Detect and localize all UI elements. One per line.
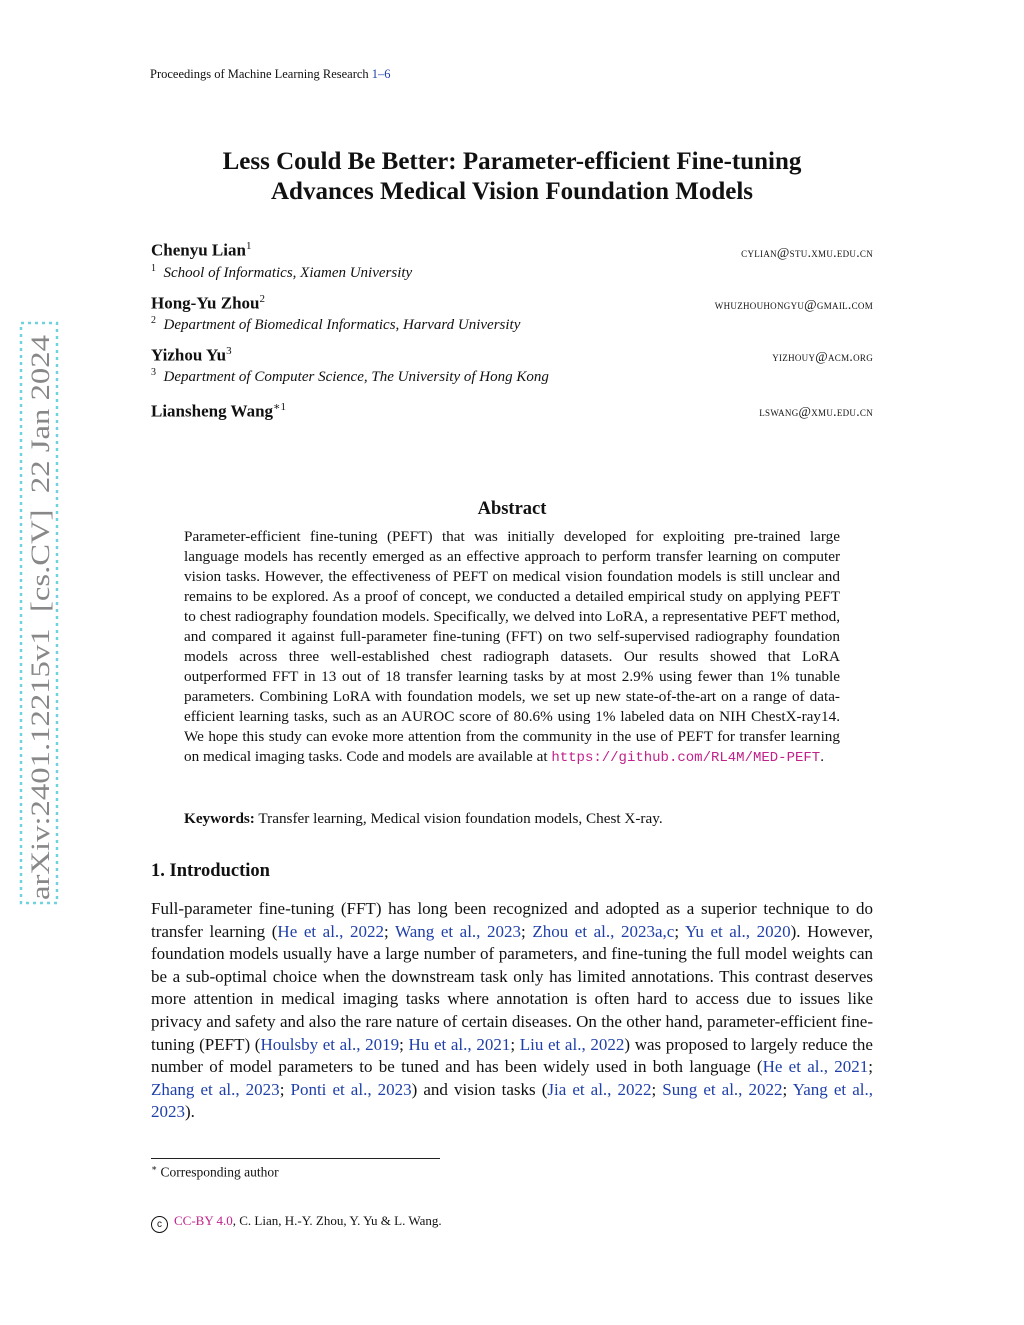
running-header (150, 67, 391, 82)
keywords-label: Keywords: (184, 810, 255, 827)
paper-title (100, 147, 924, 207)
author-name-1: Chenyu Lian$^1$ (151, 240, 252, 260)
citation-link[interactable]: Yu et al., 2020 (684, 921, 791, 941)
title-line-2: Advances Medical Vision Foundation Models (271, 178, 753, 205)
section-heading-introduction: 1. Introduction (151, 861, 270, 881)
author-email-2[interactable]: whuzhouhongyu@gmail.com (714, 297, 873, 312)
citation-link[interactable]: Liu et al., 2022 (519, 1034, 625, 1054)
arxiv-stamp[interactable] (18, 320, 60, 906)
abstract-text: Parameter-efficient fine-tuning (PEFT) that was initially developed for exploiting pre-trained large language models has recently emerged as an effective approach to perform transfer learning on computer vision tasks. However, the effectiveness of PEFT on medical vision foundation models is still unclear and remains to be explored. As a proof of concept, we conducted a detailed empirical study on applying PEFT to chest radiography foundation models. Specifically, we delved into LoRA, a representative PEFT method, and compared it against full-parameter fine-tuning (FFT) on two self-supervised radiography foundation models across three well-established chest radiograph datasets. Our results showed that LoRA outperformed FFT in 13 out of 18 transfer learning tasks by at most 2.9% using fewer than 1% tunable parameters. Combining LoRA with foundation models, we set up new state-of-the-art on a range of data-efficient learning tasks, such as an AUROC score of 80.6% using 1% labeled data on NIH ChestX-ray14. We hope this study can evoke more attention from the community in the use of PEFT for transfer learning on medical imaging tasks. Code and models are available at (184, 528, 840, 765)
affiliation-3: $^3$ Department of Computer Science, The University of Hong Kong (151, 367, 549, 385)
keywords (184, 810, 840, 828)
author-name-3: Yizhou Yu$^3$ (151, 345, 232, 365)
citation-link[interactable]: Jia et al., 2022 (547, 1079, 652, 1099)
citation-link[interactable]: He et al., 2022 (277, 921, 385, 941)
license-link[interactable]: CC-BY 4.0 (174, 1213, 233, 1228)
citation-link[interactable]: He et al., 2021 (762, 1057, 869, 1077)
author-email-4[interactable]: lswang@xmu.edu.cn (759, 404, 873, 419)
page-range-link[interactable]: 1–6 (371, 67, 391, 81)
abstract-heading: Abstract (477, 499, 547, 519)
citation-link[interactable]: Zhou et al., 2023a,c (532, 921, 675, 941)
affiliation-1: $^1$ School of Informatics, Xiamen University (151, 263, 413, 281)
code-url-link[interactable]: https://github.com/RL4M/MED-PEFT (551, 750, 821, 766)
proceedings-name: Proceedings of Machine Learning Research (150, 67, 369, 81)
author-name-2: Hong-Yu Zhou$^2$ (151, 293, 266, 313)
creative-commons-icon: c (151, 1216, 168, 1233)
citation-link[interactable]: Ponti et al., 2023 (290, 1079, 412, 1099)
footnote: ∗ Corresponding author (151, 1163, 279, 1180)
keywords-text: Transfer learning, Medical vision foundation models, Chest X-ray. (258, 810, 663, 827)
affiliation-2: $^2$ Department of Biomedical Informatics, Harvard University (151, 315, 521, 333)
introduction-paragraph: Full-parameter fine-tuning (FFT) has long been recognized and adopted as a superior technique to do transfer learning (He et al., 2022; Wang et al., 2023; Zhou et al., 2023a,c; Yu et al., 2020). However, foundation models usually have a large number of parameters, and fine-tuning the full model weights can be a sub-optimal choice when the downstream task only has limited annotations. This contrast deserves more attention in medical imaging tasks where annotation is often hard to access due to issues like privacy and safety and also the rare nature of certain diseases. On the other hand, parameter-efficient fine-tuning (PEFT) (Houlsby et al., 2019; Hu et al., 2021; Liu et al., 2022) was proposed to largely reduce the number of model parameters to be tuned and has been widely used in both language (He et al., 2021; Zhang et al., 2023; Ponti et al., 2023) and vision tasks (Jia et al., 2022; Sung et al., 2022; Yang et al., 2023). (151, 899, 874, 1122)
citation-link[interactable]: Wang et al., 2023 (395, 921, 522, 941)
citation-link[interactable]: Sung et al., 2022 (662, 1079, 783, 1099)
author-name-4: Liansheng Wang$^{∗1}$ (151, 401, 287, 421)
citation-link[interactable]: Yang et al., 2023 (151, 1079, 873, 1122)
license-line: c CC-BY 4.0, C. Lian, H.-Y. Zhou, Y. Yu & L. Wang. (151, 1213, 442, 1233)
footnote-rule (151, 1158, 440, 1159)
citation-link[interactable]: Zhang et al., 2023 (151, 1079, 280, 1099)
citation-link[interactable]: Houlsby et al., 2019 (260, 1034, 400, 1054)
title-line-1: Less Could Be Better: Parameter-efficient Fine-tuning (222, 148, 802, 175)
arxiv-identifier: arXiv:2401.12215v1 [cs.CV] 22 Jan 2024 (26, 450, 55, 900)
author-email-3[interactable]: yizhouy@acm.org (772, 349, 873, 364)
author-email-1[interactable]: cylian@stu.xmu.edu.cn (741, 245, 873, 260)
citation-link[interactable]: Hu et al., 2021 (408, 1034, 511, 1054)
abstract-body: Parameter-efficient fine-tuning (PEFT) that was initially developed for exploiting pre-trained large language models has recently emerged as an effective approach to perform transfer learning on computer vision tasks. However, the effectiveness of PEFT on medical vision foundation models is still unclear and remains to be explored. As a proof of concept, we conducted a detailed empirical study on applying PEFT to chest radiography foundation models. Specifically, we delved into LoRA, a representative PEFT method, and compared it against full-parameter fine-tuning (FFT) on two self-supervised radiography foundation models across three well-established chest radiograph datasets. Our results showed that LoRA outperformed FFT in 13 out of 18 transfer learning tasks by at most 2.9% using fewer than 1% tunable parameters. Combining LoRA with foundation models, we set up new state-of-the-art on a range of data-efficient learning tasks, such as an AUROC score of 80.6% using 1% labeled data on NIH ChestX-ray14. We hope this study can evoke more attention from the community in the use of PEFT for transfer learning on medical imaging tasks. Code and models are available at https://github.com/RL4M/MED-PEFT. (184, 528, 840, 766)
